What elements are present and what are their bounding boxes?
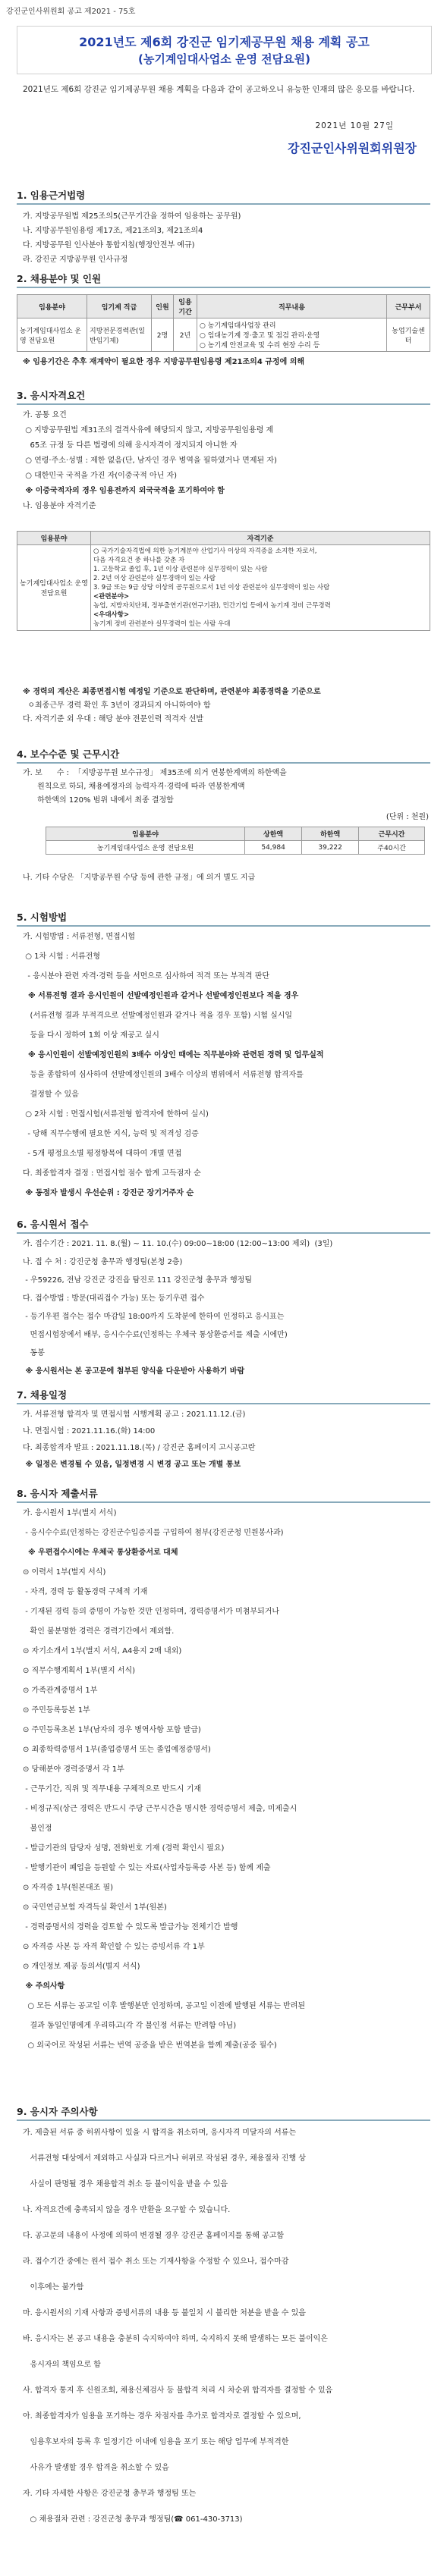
text-line: 다. 접수방법 : 방문(대리접수 가능) 또는 등기우편 접수	[23, 1294, 205, 1303]
sal-th-min: 하한액	[302, 827, 359, 841]
text-line: 이후에는 불가함	[23, 2283, 84, 2292]
qualification-table	[17, 531, 430, 631]
section-9-title: 9. 응시자 주의사항	[17, 2104, 430, 2121]
sal-td-hours: 주40시간	[359, 841, 425, 855]
td-period: 2년	[174, 318, 197, 352]
text-line: - 당해 직무수행에 필요한 지식, 능력 및 적격성 검증	[23, 1130, 199, 1138]
text-line: 임용후보자의 등록 후 일정기간 이내에 임용을 포기 또는 해당 업무에 부적격한	[23, 2438, 289, 2446]
qualification-line: 농업, 지방자치단체, 정부출연기관(연구기관), 민간기업 등에서 농기계 정비 근무경력	[93, 602, 331, 610]
text-line: ※ 동점자 발생시 우선순위 : 강진군 장기거주자 순	[23, 1189, 194, 1197]
sal-th-max: 상한액	[245, 827, 302, 841]
document-number: 강진군인사위원회 공고 제2021 - 75호	[6, 8, 136, 16]
text-line: 라. 강진군 지방공무원 인사규정	[23, 256, 128, 264]
qualification-line: 1. 고등학교 졸업 후, 1년 이상 관련분야 실무경력이 있는 사람	[93, 566, 268, 573]
text-line: - 발행기관이 폐업을 등원할 수 있는 자료(사업자등록증 사본 등) 함께 제출	[23, 1864, 271, 1872]
section-2-note: ※ 임용기간은 추후 재계약이 필요한 경우 지방공무원임용령 제21조의4 규정에 의해	[23, 358, 305, 366]
text-line: ⊙ 자기소개서 1부(별지 서식, A4용지 2매 내외)	[23, 1647, 182, 1655]
text-line: ※ 경력의 계산은 최종면접시험 예정일 기준으로 판단하며, 관련분야 최종경력을 기준으로	[23, 688, 321, 696]
text-line: - 응시수수료(인정하는 강진군수입증지를 구입하여 첨부(강진군청 민원봉사과)	[23, 1529, 284, 1537]
text-line: ○ 1차 시험 : 서류전형	[23, 952, 100, 961]
td-duties: ○ 농기계임대사업장 관리 ○ 임대농기계 정·출고 및 점검 관리·운영 ○ 농기계 안전교육 및 수리 현장 수리 등	[197, 318, 387, 352]
text-line: 불인정	[23, 1825, 52, 1833]
td-field: 농기계임대사업소 운영 전담요원	[17, 318, 87, 352]
text-line: ○ 외국어로 작성된 서류는 번역 공증을 받은 번역본을 함께 제출(공증 필수)	[23, 2041, 277, 2050]
text-line: 다. 공고문의 내용이 사정에 의하여 변경될 경우 강진군 홈페이지를 통해 공고함	[23, 2232, 285, 2240]
text-line: 나. 자격요건에 충족되지 않을 경우 반환을 요구할 수 있습니다.	[23, 2206, 231, 2214]
qualification-line: 2. 2년 이상 관련분야 실무경력이 있는 사람	[93, 575, 216, 582]
text-line: - 비정규직(상근 경력은 반드시 주당 근무시간을 명시한 경력증명서 제출, 미제출시	[23, 1805, 297, 1813]
title-line-2: (농기계임대사업소 운영 전담요원)	[137, 52, 311, 66]
text-line: 사. 합격자 통지 후 신원조회, 채용신체검사 등 불합격 처리 시 차순위 합격자를 결정할 수 있음	[23, 2386, 333, 2395]
title-line-1: 2021년도 제6회 강진군 임기제공무원 채용 계획 공고	[79, 35, 370, 49]
text-line: ○ 2차 시험 : 면접시험(서류전형 합격자에 한하여 실시)	[23, 1110, 209, 1119]
qualification-line: <우대사항>	[93, 611, 130, 619]
salary-unit: (단위 : 천원)	[386, 813, 429, 821]
section-2-title: 2. 채용분야 및 인원	[17, 271, 430, 288]
issuing-organization: 강진군인사위원회위원장	[287, 141, 417, 155]
td-count: 2명	[152, 318, 174, 352]
text-line: ○ 연령·주소·성별 : 제한 없음(단, 남자인 경우 병역을 필하였거나 면제된 자)	[23, 457, 277, 465]
salary-line-1: 가. 보 수 : 「지방공무원 보수규정」 제35조에 의거 연봉한계액의 하한액을	[23, 769, 287, 777]
sal-td-min: 39,222	[302, 841, 359, 855]
text-line: 다. 최종합격자 발표 : 2021.11.18.(목) / 강진군 홈페이지 고시공고란	[23, 1444, 256, 1452]
text-line: 가. 지방공무원법 제25조의5(근무기간을 정하여 임용하는 공무원)	[23, 212, 241, 221]
text-line: 응시자의 책임으로 함	[23, 2361, 101, 2369]
text-line: - 경력증명서의 경력을 검토할 수 있도록 발급가능 전체기간 발행	[23, 1923, 238, 1931]
section-4-title: 4. 보수수준 및 근무시간	[17, 747, 430, 764]
text-line: ○ 지방공무원법 제31조의 결격사유에 해당되지 않고, 지방공무원임용령 제	[23, 426, 274, 435]
text-line: - 발급기관의 담당자 성명, 전화번호 기재 (경력 확인시 필요)	[23, 1844, 225, 1853]
text-line: 확인 불분명한 경력은 경력기간에서 제외함.	[23, 1627, 175, 1636]
text-line: 가. 응시원서 1부(별지 서식)	[23, 1509, 117, 1517]
td-grade: 지방전문경력관(일반임기제)	[87, 318, 152, 352]
text-line: 아. 최종합격자가 임용을 포기하는 경우 차점자를 추가로 합격자로 결정할 수 있으며,	[23, 2412, 301, 2421]
qualification-line: 농기계 정비 관련분야 실무경력이 있는 사람 우대	[93, 620, 231, 628]
text-line: 가. 접수기간 : 2021. 11. 8.(월) ~ 11. 10.(수) 09:00~18:00 (12:00~13:00 제외) (3일)	[23, 1240, 333, 1248]
text-line: ⊙ 가족관계증명서 1부	[23, 1686, 98, 1695]
td-dept: 농업기술센터	[387, 318, 430, 352]
text-line: 사실이 판명될 경우 채용합격 취소 등 불이익을 받을 수 있음	[23, 2180, 228, 2189]
text-line: 면접시험장에서 배부, 응시수수료(인정하는 우체국 통상환증서를 제출 시에만)	[23, 1331, 288, 1339]
section-7-title: 7. 채용일정	[17, 1388, 430, 1404]
text-line: 등을 다시 정하여 1회 이상 재공고 실시	[23, 1031, 159, 1040]
qual-td-field: 농기계임대사업소 운영 전담요원	[17, 545, 91, 631]
recruitment-table	[17, 294, 430, 352]
text-line: ○ 대한민국 국적을 가진 자(이중국적 아닌 자)	[23, 472, 178, 480]
text-line: ㅇ최종근무 경력 확인 후 3년이 경과되지 아니하여야 함	[23, 701, 211, 710]
text-line: ⊙ 자격증 사본 등 자격 확인할 수 있는 증빙서류 각 1부	[23, 1943, 205, 1951]
text-line: ⊙ 자격증 1부(원본대조 필)	[23, 1884, 114, 1892]
text-line: 결정할 수 있음	[23, 1090, 79, 1099]
text-line: ⊙ 개인정보 제공 등의서(별지 서식)	[23, 1963, 140, 1971]
qual-th-field: 임용분야	[17, 532, 91, 545]
section-1-title: 1. 임용근거법령	[17, 188, 430, 205]
text-line: 바. 응시자는 본 공고 내용을 충분히 숙지하여야 하며, 숙지하지 못해 발생하는 모든 불이익은	[23, 2335, 328, 2343]
qualification-line: <관련분야>	[93, 593, 130, 601]
section-3-title: 3. 응시자격요건	[17, 388, 430, 405]
text-line: 가. 시험방법 : 서류전형, 면접시험	[23, 933, 136, 941]
text-line: - 기재된 경력 등의 증명이 가능한 것만 인정하며, 경력증명서가 미첨부되거나	[23, 1608, 280, 1616]
salary-line-3: 하한액의 120% 범위 내에서 최종 결정함	[23, 796, 174, 805]
text-line: 자. 기타 자세한 사항은 강진군청 총무과 행정팀 또는	[23, 2490, 197, 2498]
text-line: ※ 서류전형 결과 응시인원이 선발예정인원과 같거나 선발예정인원보다 적을 경우	[23, 992, 299, 1000]
text-line: 마. 응시원서의 기재 사항과 증빙서류의 내용 등 불일치 시 불리한 처분을 받을 수 있음	[23, 2309, 306, 2317]
text-line: - 자격, 경력 등 활동경력 구체적 기재	[23, 1588, 148, 1596]
salary-allowance: 나. 기타 수당은 「지방공무원 수당 등에 관한 규정」에 의거 별도 지급	[23, 874, 256, 882]
text-line: ⊙ 이력서 1부(별지 서식)	[23, 1568, 106, 1577]
sal-td-field: 농기계임대사업소 운영 전담요원	[46, 841, 245, 855]
text-line: 등을 종합하여 심사하여 선발예정인원의 3배수 이상의 범위에서 서류전형 합격자를	[23, 1071, 304, 1079]
th-field: 임용분야	[17, 295, 87, 318]
text-line: ※ 우편접수시에는 우체국 통상환증서로 대체	[23, 1548, 178, 1557]
text-line: - 우59226, 전남 강진군 강진읍 탐진로 111 강진군청 총무과 행정팀	[23, 1276, 253, 1285]
text-line: - 등기우편 접수는 접수 마감일 18:00까지 도착분에 한하여 인정하고 응시표는	[23, 1313, 285, 1321]
text-line: ⊙ 최종학력증명서 1부(졸업증명서 또는 졸업예정증명서)	[23, 1746, 211, 1754]
text-line: 나. 임용분야 자격기준	[23, 502, 96, 510]
text-line: ※ 이중국적자의 경우 임용전까지 외국국적을 포기하여야 함	[23, 487, 225, 495]
qualification-line: 다음 자격요건 중 하나를 갖춘 자	[93, 557, 185, 564]
text-line: 65조 규정 등 다른 법령에 의해 응시자격이 정지되지 아니한 자	[23, 441, 238, 450]
th-period: 임용기간	[174, 295, 197, 318]
text-line: 동봉	[23, 1349, 45, 1357]
text-line: 가. 제출된 서류 중 허위사항이 있을 시 합격을 취소하며, 응시자격 미달자의 서류는	[23, 2129, 297, 2137]
text-line: ⊙ 국민연금보험 자격득실 확인서 1부(원본)	[23, 1903, 167, 1912]
text-line: ⊙ 당해분야 경력증명서 각 1부	[23, 1765, 124, 1774]
text-line: 사유가 발생할 경우 합격을 취소할 수 있음	[23, 2464, 169, 2472]
section-5-title: 5. 시험방법	[17, 910, 430, 927]
th-dept: 근무부서	[387, 295, 430, 318]
section-8-title: 8. 응시자 제출서류	[17, 1486, 430, 1503]
text-line: ※ 응시인원이 선발예정인원의 3배수 이상인 때에는 직무분야와 관련된 경력 및 업무실적	[23, 1051, 324, 1059]
text-line: ○ 채용절차 관련 : 강진군청 총무과 행정팀(☎ 061-430-3713)	[23, 2515, 243, 2524]
qual-td-criteria	[91, 545, 430, 631]
text-line: 나. 접 수 처 : 강진군청 총무과 행정팀(본청 2층)	[23, 1258, 183, 1266]
text-line: 가. 공통 요건	[23, 411, 67, 419]
text-line: ⊙ 주민등록초본 1부(남자의 경우 병역사항 포함 발급)	[23, 1726, 201, 1734]
announcement-date: 2021년 10월 27일	[315, 121, 394, 130]
text-line: ⊙ 주민등록등본 1부	[23, 1706, 90, 1715]
th-grade: 임기제 직급	[87, 295, 152, 318]
text-line: 다. 최종합격자 결정 : 면접시험 점수 합계 고득점자 순	[23, 1169, 201, 1178]
text-line: 서류전형 대상에서 제외하고 사실과 다르거나 허위로 작성된 경우, 채용절차 진행 상	[23, 2154, 306, 2163]
text-line: - 근무기간, 직위 및 직무내용 구체적으로 반드시 기재	[23, 1785, 202, 1793]
qualification-line: ○ 국가기술자격법에 의한 농기계분야 산업기사 이상의 자격증을 소지한 자로서,	[93, 548, 317, 555]
sal-th-field: 임용분야	[46, 827, 245, 841]
text-line: - 응시분야 관련 자격·경력 등을 서면으로 심사하여 적격 또는 부적격 판단	[23, 972, 270, 981]
text-line: ○ 모든 서류는 공고일 이후 발행분만 인정하며, 공고일 이전에 발행된 서류는 반려된	[23, 2002, 306, 2010]
text-line: ⊙ 직무수행계획서 1부(별지 서식)	[23, 1667, 135, 1675]
qualification-line: 3. 9급 또는 9급 상당 이상의 공무원으로서 1년 이상 관련분야 실무경력이 있는 사람	[93, 584, 330, 591]
text-line: 나. 면접시험 : 2021.11.16.(화) 14:00	[23, 1427, 156, 1435]
qual-th-criteria: 자격기준	[91, 532, 430, 545]
text-line: ※ 일정은 변경될 수 있음, 일정변경 시 변경 공고 또는 개별 통보	[23, 1461, 241, 1469]
text-line: ※ 응시원서는 본 공고문에 첨부된 양식을 다운받아 사용하기 바람	[23, 1367, 245, 1376]
text-line: 다. 자격기준 외 우대 : 해당 분야 전문인력 적격자 선발	[23, 715, 204, 723]
salary-line-2: 원칙으로 하되, 채용예정자의 능력자격·경력에 따라 연봉한계액	[23, 783, 245, 791]
sal-th-hours: 근무시간	[359, 827, 425, 841]
sal-td-max: 54,984	[245, 841, 302, 855]
salary-table	[46, 827, 425, 855]
text-line: ※ 주의사항	[23, 1982, 65, 1991]
section-6-title: 6. 응시원서 접수	[17, 1217, 430, 1234]
text-line: 가. 서류전형 합격자 및 면접시험 시행계획 공고 : 2021.11.12.(금)	[23, 1410, 246, 1419]
text-line: 라. 접수기간 중에는 원서 접수 취소 또는 기재사항을 수정할 수 있으나, 접수마감	[23, 2258, 289, 2266]
text-line: 결과 동일인명에게 우리하고(각 각 불인정 서류는 반려함 아님)	[23, 2022, 237, 2030]
text-line: 다. 지방공무원 인사분야 통합지침(행정안전부 예규)	[23, 241, 195, 249]
intro-text: 2021년도 제6회 강진군 임기제공무원 채용 계획을 다음과 같이 공고하오니 유능한 인재의 많은 응모를 바랍니다.	[23, 85, 415, 94]
text-line: - 5개 평정요소별 평정항목에 대하여 개별 면접	[23, 1150, 182, 1158]
th-duties: 직무내용	[197, 295, 387, 318]
text-line: (서류전형 결과 부적격으로 선발예정인원과 같거나 적을 경우 포함) 시험 실시일	[23, 1012, 293, 1020]
title-box	[17, 26, 432, 74]
th-count: 인원	[152, 295, 174, 318]
text-line: 나. 지방공무원임용령 제17조, 제21조의3, 제21조의4	[23, 227, 203, 235]
